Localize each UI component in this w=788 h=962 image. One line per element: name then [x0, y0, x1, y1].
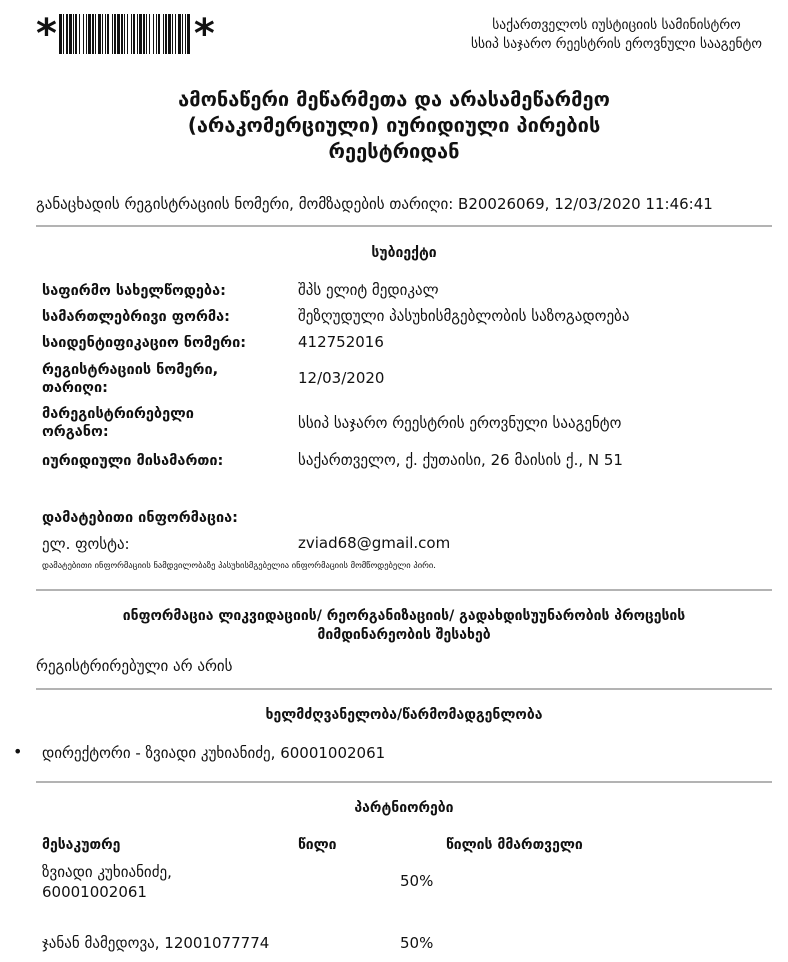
agency-line-2: სსიპ საჯარო რეესტრის ეროვნული სააგენტო: [470, 36, 762, 52]
registration-value: 12/03/2020: [298, 369, 385, 387]
partner-2-share: 50%: [400, 934, 434, 952]
partners-col-owner: მესაკუთრე: [42, 837, 121, 853]
barcode: [36, 12, 215, 56]
divider: [36, 781, 772, 783]
partners-col-manager: წილის მმართველი: [446, 837, 583, 853]
management-bullet: •: [13, 742, 23, 761]
legal-address-label: იურიდიული მისამართი:: [42, 453, 224, 469]
liquidation-heading-line-2: მიმდინარეობის შესახებ: [317, 627, 491, 643]
registering-body-label: [42, 405, 194, 441]
company-name-label: საფირმო სახელწოდება:: [42, 283, 226, 299]
additional-disclaimer: დამატებითი ინფორმაციის ნამდვილობაზე პასუხისმგებელია ინფორმაციის მომწოდებელი პირი.: [42, 561, 436, 571]
management-item: დირექტორი - ზვიადი კუხიანიძე, 60001002061: [42, 744, 386, 762]
email-label: ელ. ფოსტა:: [42, 535, 130, 553]
barcode-star-right: *: [193, 11, 215, 57]
registering-body-label-line-1: მარეგისტრირებელი: [42, 406, 194, 422]
barcode-bar: [190, 14, 192, 54]
id-number-label: საიდენტიფიკაციო ნომერი:: [42, 335, 247, 351]
title-line-2: (არაკომერციული) იურიდიული პირების: [187, 113, 601, 137]
title-line-3: რეესტრიდან: [328, 139, 460, 163]
subject-heading: სუბიექტი: [371, 245, 437, 261]
partner-1-share: 50%: [400, 872, 434, 890]
barcode-bars: [59, 14, 192, 54]
legal-form-label: სამართლებრივი ფორმა:: [42, 309, 230, 325]
divider: [36, 225, 772, 227]
barcode-star-left: *: [36, 11, 57, 57]
divider: [36, 688, 772, 690]
partners-heading: პარტნიორები: [354, 800, 454, 816]
additional-info-heading: დამატებითი ინფორმაცია:: [42, 510, 238, 526]
agency-line-1: საქართველოს იუსტიციის სამინისტრო: [492, 17, 741, 33]
legal-form-value: შეზღუდული პასუხისმგებლობის საზოგადოება: [298, 307, 630, 325]
registering-body-label-line-2: ორგანო:: [42, 424, 109, 440]
company-name-value: შპს ელიტ მედიკალ: [298, 281, 439, 299]
partner-1-owner-line-2: 60001002061: [42, 883, 147, 901]
partner-row-owner: [42, 862, 172, 902]
liquidation-status: რეგისტრირებული არ არის: [36, 657, 233, 675]
management-heading: ხელმძღვანელობა/წარმომადგენლობა: [265, 707, 543, 723]
divider: [36, 589, 772, 591]
registering-body-value: სსიპ საჯარო რეესტრის ეროვნული სააგენტო: [298, 414, 622, 432]
document-title: [0, 86, 788, 164]
registration-label: [42, 361, 218, 397]
registration-label-line-1: რეგისტრაციის ნომერი,: [42, 362, 219, 378]
liquidation-heading-line-1: ინფორმაცია ლიკვიდაციის/ რეორგანიზაციის/ გადახდისუუნარობის პროცესის: [122, 608, 686, 624]
liquidation-heading: [36, 607, 772, 645]
application-line: განაცხადის რეგისტრაციის ნომერი, მომზადების თარიღი: B20026069, 12/03/2020 11:46:41: [36, 195, 713, 213]
registration-label-line-2: თარიღი:: [42, 380, 108, 396]
agency-header: [471, 16, 762, 54]
partner-2-owner: ჯანან მამედოვა, 12001077774: [42, 934, 270, 952]
partner-1-owner-line-1: ზვიადი კუხიანიძე,: [42, 863, 172, 881]
partners-col-share: წილი: [298, 837, 337, 853]
legal-address-value: საქართველო, ქ. ქუთაისი, 26 მაისის ქ., N 51: [298, 451, 623, 469]
email-value: zviad68@gmail.com: [298, 534, 451, 552]
id-number-value: 412752016: [298, 333, 384, 351]
title-line-1: ამონაწერი მეწარმეთა და არასამეწარმეო: [178, 87, 610, 111]
